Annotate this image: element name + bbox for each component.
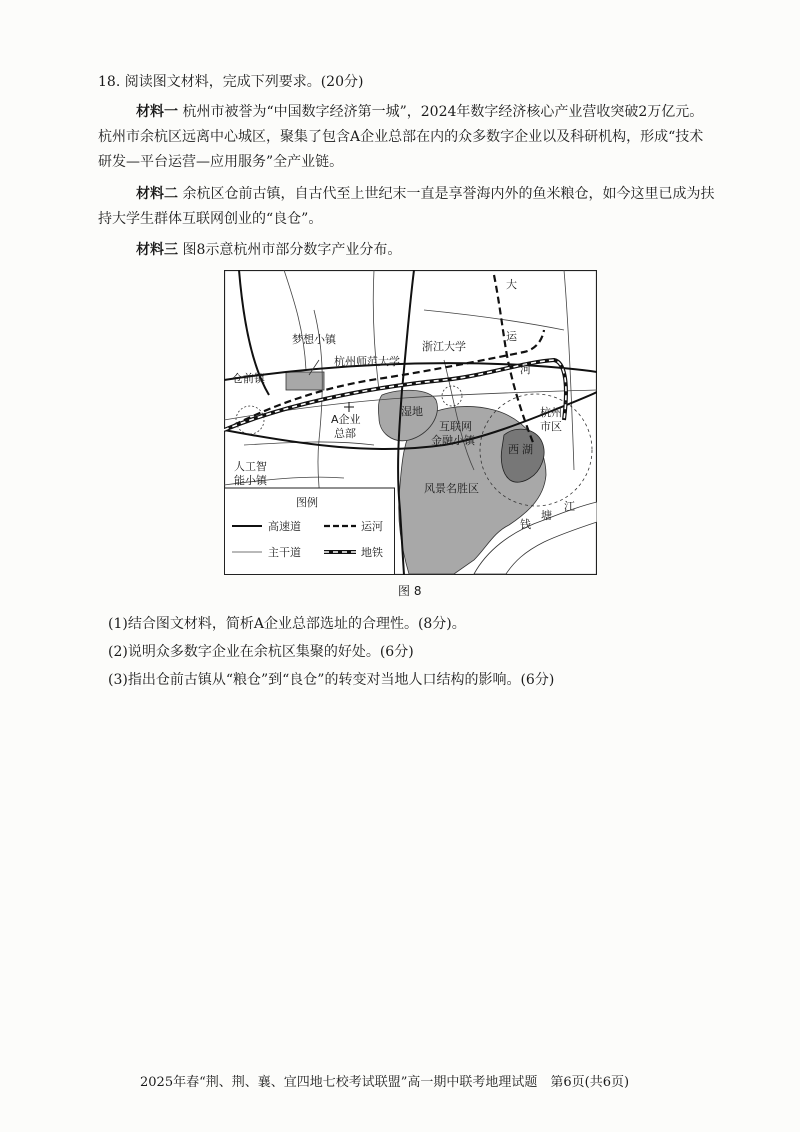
task-2: (2)说明众多数字企业在余杭区集聚的好处。(6分): [108, 644, 414, 660]
label-city-2: 市区: [540, 420, 562, 433]
label-ai-town-1: 人工智: [234, 460, 267, 473]
label-qian: 钱: [520, 518, 531, 531]
material-2-line-1: [136, 184, 714, 204]
label-westlake-2: 湖: [522, 443, 533, 456]
label-fintech-1: 互联网: [439, 420, 472, 433]
label-tang: 塘: [541, 509, 552, 522]
label-he: 河: [520, 363, 531, 376]
material-3-label: 材料三: [136, 242, 178, 258]
legend-canal: 运河: [361, 520, 383, 533]
material-1-line-3: 研发—平台运营—应用服务”全产业链。: [98, 154, 344, 170]
material-2-line-2: 持大学生群体互联网创业的“良仓”。: [98, 211, 323, 227]
label-jiang: 江: [564, 500, 575, 513]
material-1-line-1: [136, 102, 703, 122]
label-fintech-2: 金融小镇: [431, 434, 475, 447]
task-1: (1)结合图文材料，简析A企业总部选址的合理性。(8分)。: [108, 616, 466, 632]
material-3-text: 图8示意杭州市部分数字产业分布。: [182, 242, 402, 258]
label-a-hq-1: A企业: [331, 413, 361, 426]
legend-highway: 高速道: [268, 520, 301, 533]
dream-town-block: [286, 372, 324, 390]
label-ai-town-2: 能小镇: [234, 474, 267, 487]
label-cangqian: 仓前镇: [232, 372, 265, 385]
label-city-1: 杭州: [540, 406, 562, 419]
legend-metro: 地铁: [361, 546, 383, 559]
material-1-line-2: 杭州市余杭区远离中心城区，聚集了包含A企业总部在内的众多数字企业以及科研机构，形成“技术: [98, 129, 704, 145]
label-westlake-1: 西: [508, 443, 519, 456]
label-dream-town: 梦想小镇: [292, 333, 336, 346]
hangzhou-digital-industry-map: [224, 270, 597, 575]
legend-title: 图例: [296, 496, 318, 509]
question-header: 18. 阅读图文材料，完成下列要求。(20分): [98, 74, 364, 90]
label-a-hq-2: 总部: [334, 427, 356, 440]
material-1-label: 材料一: [136, 104, 178, 120]
label-yun: 运: [506, 330, 517, 343]
label-normal-university: 杭州师范大学: [334, 355, 400, 368]
material-3-line: [136, 240, 401, 260]
label-da: 大: [506, 278, 517, 291]
material-2-label: 材料二: [136, 186, 178, 202]
label-wetland: 湿地: [401, 405, 423, 418]
legend-arterial: 主干道: [268, 546, 301, 559]
material-1-text-1: 杭州市被誉为“中国数字经济第一城”，2024年数字经济核心产业营收突破2万亿元。: [182, 104, 704, 120]
material-2-text-1: 余杭区仓前古镇，自古代至上世纪末一直是享誉海内外的鱼米粮仓，如今这里已成为扶: [182, 186, 715, 202]
map-legend: [225, 488, 395, 575]
label-zju: 浙江大学: [422, 340, 466, 353]
figure-caption: 图 8: [398, 584, 422, 598]
label-scenic-area: 风景名胜区: [424, 482, 479, 495]
page-footer: 2025年春“荆、荆、襄、宜四地七校考试联盟”高一期中联考地理试题 第6页(共6页): [140, 1075, 630, 1090]
task-3: (3)指出仓前古镇从“粮仓”到“良仓”的转变对当地人口结构的影响。(6分): [108, 672, 555, 688]
